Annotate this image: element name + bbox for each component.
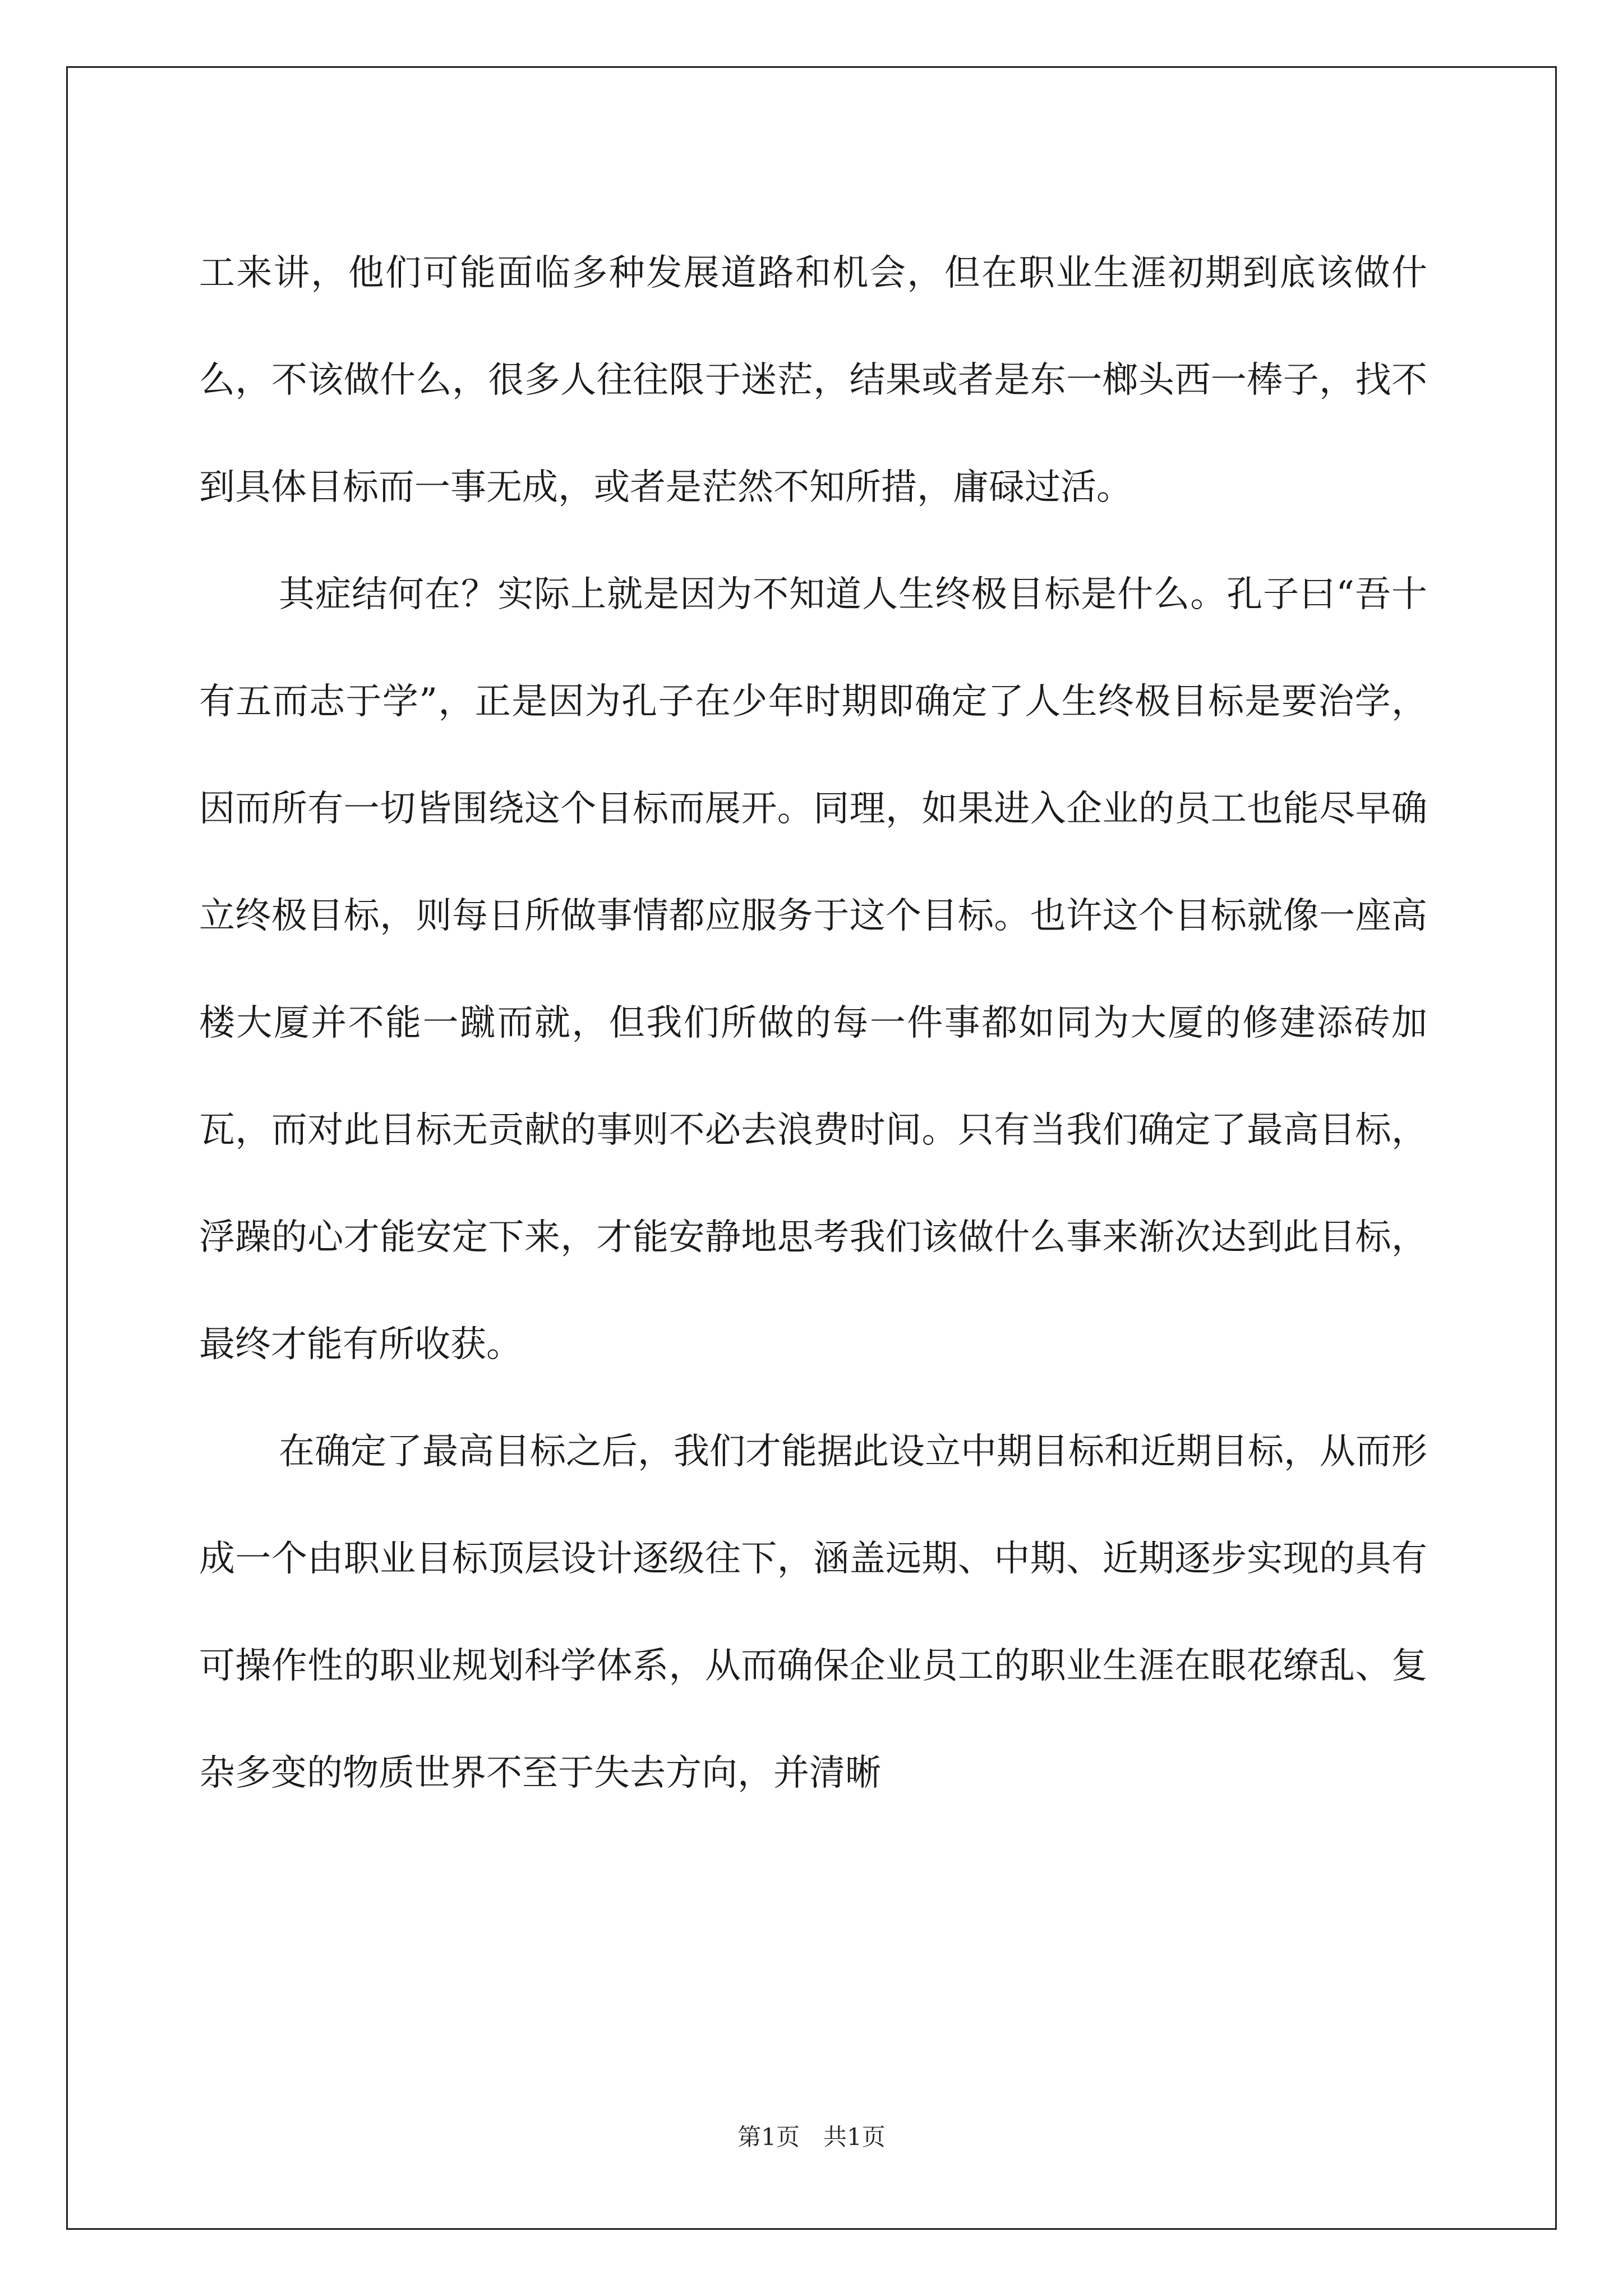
page-footer (0, 2123, 1623, 2151)
paragraph-2: 其症结何在？实际上就是因为不知道人生终极目标是什么。孔子曰“吾十有五而志于学”，正是因为孔子在少年时期即确定了人生终极目标是要治学，因而所有一切皆围绕这个目标而展开。同理，如果进入企业的员工也能尽早确立终极目标，则每日所做事情都应服务于这个目标。也许这个目标就像一座高楼大厦并不能一蹴而就，但我们所做的每一件事都如同为大厦的修建添砖加瓦，而对此目标无贡献的事则不必去浪费时间。只有当我们确定了最高目标，浮躁的心才能安定下来，才能安静地思考我们该做什么事来渐次达到此目标，最终才能有所收获。 (199, 574, 1427, 1365)
document-body (199, 220, 1427, 1827)
paragraph-3: 在确定了最高目标之后，我们才能据此设立中期目标和近期目标，从而形成一个由职业目标顶层设计逐级往下，涵盖远期、中期、近期逐步实现的具有可操作性的职业规划科学体系，从而确保企业员工的职业生涯在眼花缭乱、复杂多变的物质世界不至于失去方向，并清晰 (199, 1431, 1427, 1794)
page-number-label: 第1页 共1页 (737, 2123, 886, 2151)
paragraph-1: 工来讲，他们可能面临多种发展道路和机会，但在职业生涯初期到底该做什么，不该做什么，很多人往往限于迷茫，结果或者是东一榔头西一棒子，找不到具体目标而一事无成，或者是茫然不知所措，庸碌过活。 (199, 252, 1427, 508)
